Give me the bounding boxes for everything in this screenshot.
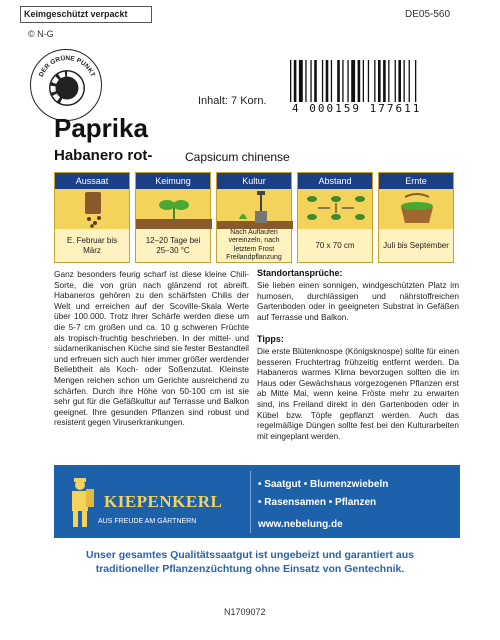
banner-divider [250,471,251,533]
brand-name: KIEPENKERL [104,492,223,511]
kiepenkerl-figure-icon [62,477,98,531]
column-heading: Ernte [379,173,453,189]
banner-line-1: • Saatgut • Blumenzwiebeln [258,479,389,490]
tipps-heading: Tipps: [257,334,284,344]
spacing-icon [298,189,372,229]
basket-icon [379,189,453,229]
column-text: 70 x 70 cm [298,229,372,262]
barcode-number: 4 000159 177611 [292,102,422,115]
column-kultur [216,172,292,263]
variety-name: Habanero rot- [54,147,153,164]
seeds-icon [55,189,129,229]
spade-icon [217,189,291,229]
svg-text:DER GRÜNE PUNKT: DER GRÜNE PUNKT [37,54,97,79]
latin-name: Capsicum chinense [185,150,290,164]
column-text: Juli bis September [379,229,453,262]
column-heading: Kultur [217,173,291,189]
column-text: Nach Auflaufen vereinzeln, nach letztem Frost Freilandpflanzung [217,229,291,262]
column-ernte [378,172,454,263]
column-heading: Aussaat [55,173,129,189]
tipps-text: Die erste Blütenknospe (Königsknospe) sollte für einen besseren Fruchtertrag frühzeitig entfernt werden. Da Habaneros warmes Klima bevorzugen sollten die im Haus oder Gewächshaus vorgezogenen Pflanzen erst ab Mitte Mai, wenn keine Fröste mehr zu erwarten sind, ins Freiland direkt in den Gartenboden oder in Kübel bzw. Töpfe gepflanzt werden. Auch das regelmäßige Düngen sollte fest bei den Kulturarbeiten mit eingeplant werden. [257,346,460,441]
product-title: Paprika [54,113,148,143]
column-aussaat [54,172,130,263]
column-text: E. Februar bis März [55,229,129,262]
article-number: DE05-560 [405,9,451,20]
column-keimung [135,172,211,263]
lot-number: N1709072 [224,607,266,617]
green-dot-logo [30,49,102,121]
standort-text: Sie lieben einen sonnigen, windgeschützten Platz im humosen, durchlässigen und nährstoffreichen Gartenboden oder in geeigneten Substrat in Gefäßen auf Terrasse und Balkon. [257,280,459,322]
copyright: © N-G [28,29,54,39]
column-heading: Abstand [298,173,372,189]
column-abstand [297,172,373,263]
green-dot-icon [49,70,85,106]
contents-amount: Inhalt: 7 Korn. [198,95,267,107]
column-text: 12–20 Tage bei 25–30 °C [136,229,210,262]
top-label: Keimgeschützt verpackt [20,6,152,23]
website-link[interactable]: www.nebelung.de [258,519,343,530]
column-heading: Keimung [136,173,210,189]
banner-line-2: • Rasensamen • Pflanzen [258,497,377,508]
standort-heading: Standortansprüche: [257,268,343,278]
brand-slogan: AUS FREUDE AM GÄRTNERN [98,518,197,525]
brand-banner [54,465,460,538]
quality-note: Unser gesamtes Qualitätssaatgut ist ungebeizt und garantiert aus traditioneller Pflanzenzüchtung ohne Einsatz von Gentechnik. [86,549,414,575]
seedling-icon [136,189,210,229]
description-text: Ganz besonders feurig scharf ist diese kleine Chili-Sorte, die von grün nach glänzend rot abreift. Habaneros gehören zu den schärfsten Chilis der Welt und erreichen auf der Scoville-Skala Werte über 100.000. Trotz ihrer Schärfe werden diese um die 5-7 cm großen und ca. 10 g schweren Früchte als tropisch-fruchtig beschrieben. In der mittel- und südamerikanischen Küche sind sie fester Bestandteil und erfreuen sich auch hier immer größer werdender Beliebtheit als Koch- oder Soßenzutat. Kleinste Mengen reichen schon um Gerichte ausreichend zu schärfen. Durch ihre Höhe von 50-100 cm ist sie sehr gut für die Gefäßkultur auf Terrasse und Balkon geeignet. Ihre gesunden Pflanzen sind robust und resistent gegen Viruserkrankungen. [54,269,249,428]
